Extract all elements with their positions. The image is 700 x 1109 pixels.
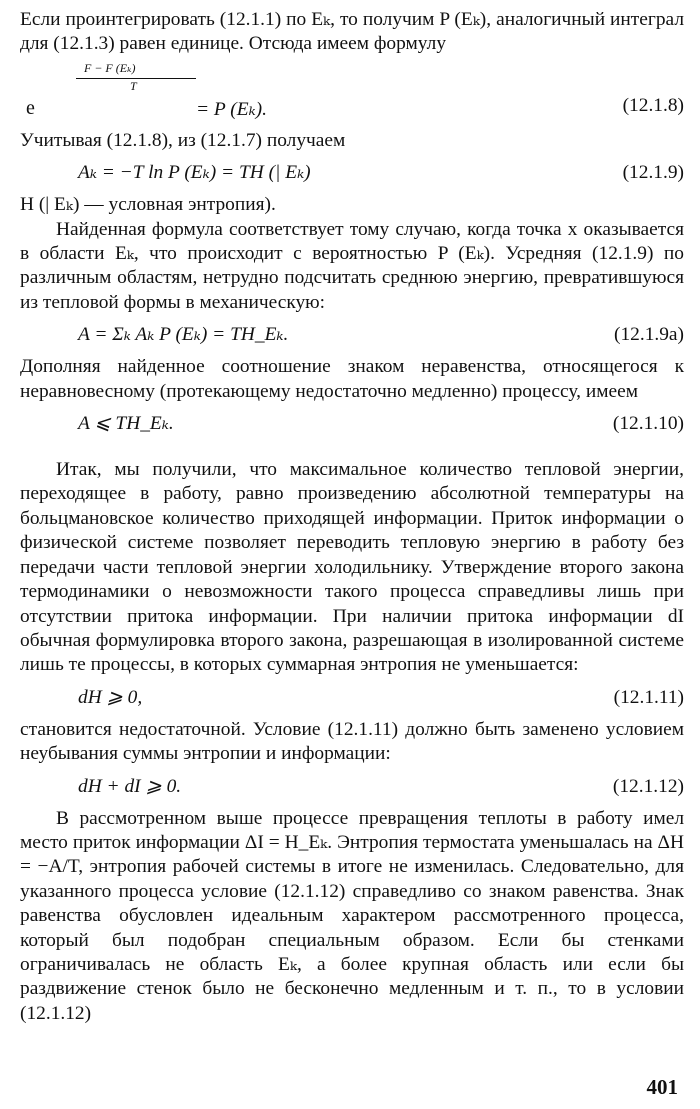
equation-12-1-8 <box>20 61 684 119</box>
equation-number: (12.1.11) <box>613 686 684 708</box>
exp-denominator: T <box>130 78 137 93</box>
equation-number: (12.1.9a) <box>614 324 684 346</box>
paragraph-7: становится недостаточной. Условие (12.1.11) должно быть заменено условием неубывания суммы энтропии и информации: <box>20 718 684 765</box>
equation-12-1-8-formula <box>20 61 340 119</box>
spacer <box>20 444 684 458</box>
paragraph-5: Дополняя найденное соотношение знаком неравенства, относящегося к неравновесному (протекающему недостаточно медленно) процессу, имеем <box>20 356 684 402</box>
paragraph-4: Найденная формула соответствует тому случаю, когда точка x оказывается в области Eₖ, что происходит с вероятностью P (Eₖ). Усредняя (12.1.9) по различным областям, нетрудно подсчитать среднюю энергию, превратившуюся из тепловой формы в механическую: <box>20 218 684 313</box>
equation-12-1-12 <box>20 775 684 799</box>
equation-12-1-10 <box>20 412 684 436</box>
paragraph-6: Итак, мы получили, что максимальное количество тепловой энергии, переходящее в работу, равно произведению абсолютной температуры на больцмановское количество приходящей информации. Приток информации о физической системе позволяет переводить тепловую энергию в работу без передачи части тепловой энергии холодильнику. Утверждение второго закона термодинамики о невозможности такого процесса справедливы лишь при отсутствии притока информации. При наличии притока информации dI обычная формулировка второго закона, разрешающая в изолированной системе лишь те процессы, в которых суммарная энтропия не уменьшается: <box>20 459 684 676</box>
equation-formula: dH ⩾ 0, <box>78 686 143 708</box>
equation-formula: A ⩽ TH_Eₖ. <box>78 413 174 435</box>
paragraph-1: Если проинтегрировать (12.1.1) по Eₖ, то получим P (Eₖ), аналогичный интеграл для (12.1.3) равен единице. Отсюда имеем формулу <box>20 9 684 55</box>
equation-formula: A = Σₖ Aₖ P (Eₖ) = TH_Eₖ. <box>78 324 289 346</box>
exp-base: e <box>26 96 35 119</box>
equation-12-1-9a <box>20 323 684 347</box>
equation-formula: dH + dI ⩾ 0. <box>78 775 182 797</box>
paragraph-2: Учитывая (12.1.8), из (12.1.7) получаем <box>20 129 346 151</box>
equation-number: (12.1.12) <box>612 775 684 797</box>
equation-12-1-11 <box>20 686 684 710</box>
paragraph-3: H (| Eₖ) — условная энтропия). <box>20 194 276 216</box>
equation-12-1-9 <box>20 161 684 185</box>
equation-number: (12.1.10) <box>612 413 684 435</box>
equation-number: (12.1.9) <box>622 162 684 184</box>
equation-formula: Aₖ = −T ln P (Eₖ) = TH (| Eₖ) <box>78 162 311 184</box>
page-number: 401 <box>646 1075 678 1099</box>
equation-number: (12.1.8) <box>622 94 684 116</box>
exp-numerator: F − F (Eₖ) <box>84 60 136 75</box>
equation-rhs: = P (Eₖ). <box>196 98 267 120</box>
paragraph-8: В рассмотренном выше процессе превращения теплоты в работу имел место приток информации ΔI = H_Eₖ. Энтропия термостата уменьшалась на ΔH = −A/T, энтропия рабочей системы в итоге не изменилась. Следовательно, для указанного процесса условие (12.1.12) справедливо со знаком равенства. Знак равенства обусловлен идеальным характером рассмотренного процесса, который был подобран специальным образом. Если бы стенками ограничивалась не область Eₖ, а более крупная область или если бы раздвижение стенок было не бесконечно медленным и т. п., то в условии (12.1.12) <box>20 807 684 1024</box>
page-content <box>20 8 684 1026</box>
